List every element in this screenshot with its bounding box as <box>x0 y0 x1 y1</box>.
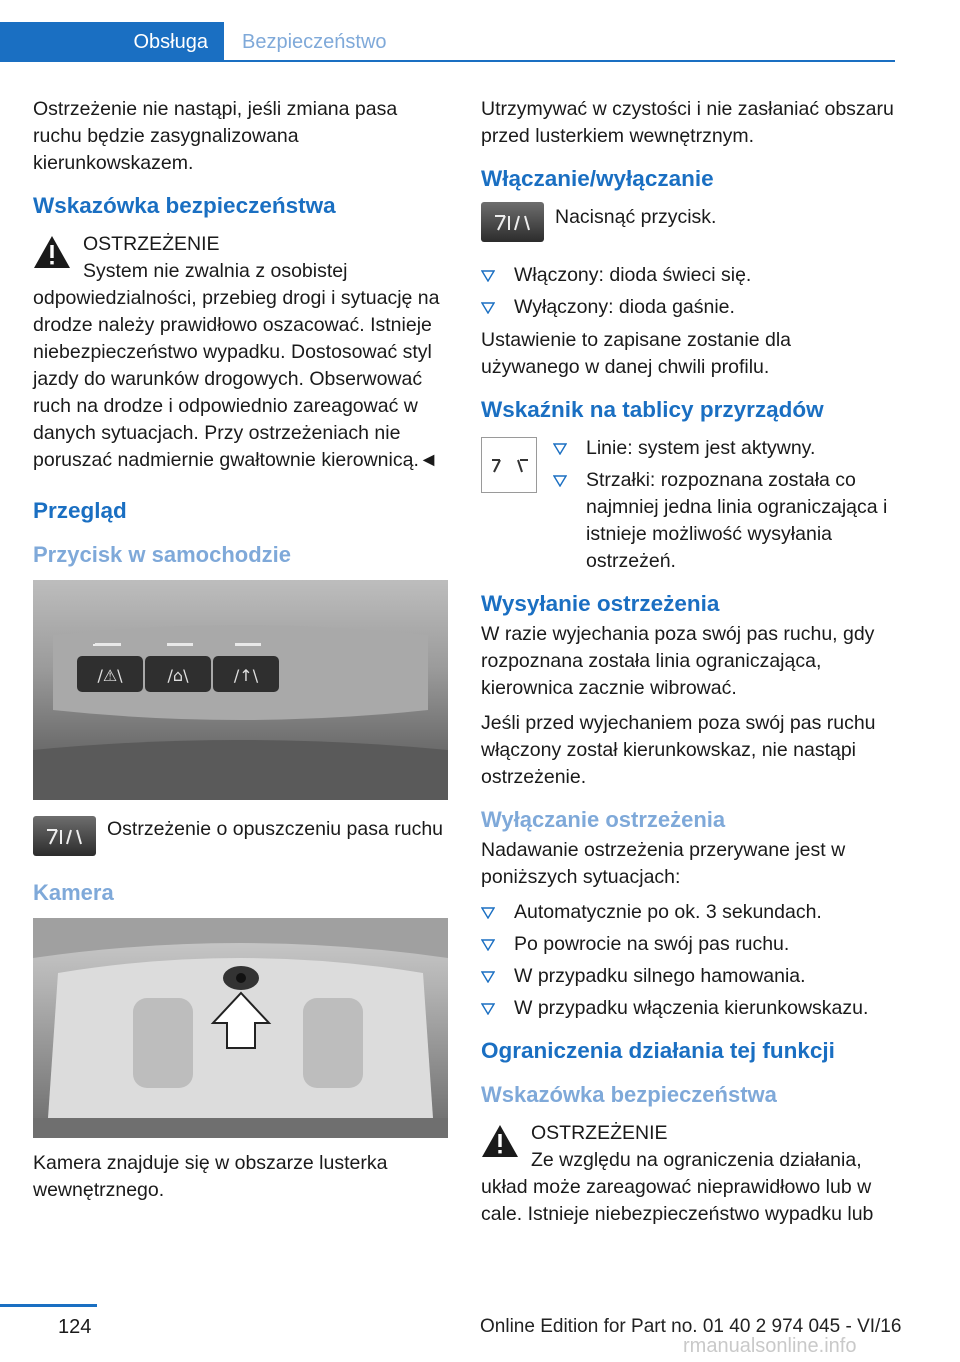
warning-text: System nie zwalnia z osobistej odpowiedzialności, przebieg drogi i sytuację na drodze należy prawidłowo oszacować. Istnieje niebezpieczeństwo wypadku. Dostosować styl jazdy do warunków drogowych. Obserwować ruch na drodze i odpowiednio zareagować w danych sytuacjach. Przy ostrzeżeniach nie poruszać nadmiernie gwałtownie kierownicą.◄ <box>33 260 440 471</box>
limits-heading: Ograniczenia działania tej funkcji <box>481 1038 835 1063</box>
safety-heading: Wskazówka bezpieczeństwa <box>33 193 336 218</box>
camera-photo <box>33 918 448 1138</box>
warning-triangle-icon <box>481 1124 519 1158</box>
sending-paragraph-1: W razie wyjechania poza swój pas ruchu, gdy rozpoznana została linia ograniczająca, kierownica zacznie wibrować. <box>481 623 875 699</box>
button-caption: Ostrzeżenie o opuszczeniu pasa ruchu <box>107 818 444 840</box>
sending-heading: Wysyłanie ostrzeżenia <box>481 591 720 616</box>
svg-text:/↑\: /↑\ <box>233 666 259 685</box>
warning-block <box>33 231 449 474</box>
page-number: 124 <box>58 1316 92 1338</box>
triangle-bullet-icon <box>553 475 567 487</box>
triangle-bullet-icon <box>481 907 495 919</box>
tab-obsluga-label: Obsługa <box>133 30 208 53</box>
triangle-bullet-icon <box>481 302 495 314</box>
onoff-note: Ustawienie to zapisane zostanie dla używanego w danej chwili profilu. <box>481 329 792 378</box>
warning-triangle-icon <box>33 235 71 269</box>
list-item: Automatycznie po ok. 3 sekundach. <box>481 899 895 926</box>
warning-text: Ze względu na ograniczenia działania, układ może zareagować nieprawidłowo lub w cale. Istnieje niebezpieczeństwo wypadku lub <box>481 1149 874 1225</box>
svg-text:/⚠\: /⚠\ <box>97 666 123 685</box>
intro-paragraph: Ostrzeżenie nie nastąpi, jeśli zmiana pasa ruchu będzie zasygnalizowana kierunkowskazem. <box>33 98 398 174</box>
lane-departure-button-icon[interactable] <box>481 202 544 242</box>
tab-obsluga[interactable] <box>0 22 224 62</box>
edition-note: Online Edition for Part no. 01 40 2 974 045 - VI/16 <box>480 1316 902 1337</box>
lane-indicator-icon <box>481 437 537 493</box>
onoff-heading: Włączanie/wyłączanie <box>481 166 714 191</box>
header-rule <box>0 60 895 62</box>
page-header <box>0 22 895 62</box>
car-buttons-photo <box>33 580 448 800</box>
tab-bezpieczenstwo[interactable] <box>242 22 387 62</box>
left-column <box>33 96 449 1212</box>
list-item: W przypadku silnego hamowania. <box>481 963 895 990</box>
list-item: W przypadku włączenia kierunkowskazu. <box>481 995 895 1022</box>
right-column <box>481 96 895 1234</box>
right-warning-block <box>481 1120 895 1228</box>
camera-caption: Kamera znajduje się w obszarze lusterka wewnętrznego. <box>33 1152 388 1201</box>
svg-text:/⌂\: /⌂\ <box>167 666 189 685</box>
disable-intro: Nadawanie ostrzeżenia przerywane jest w poniższych sytuacjach: <box>481 839 846 888</box>
indicator-list <box>481 435 895 575</box>
watermark: rmanualsonline.info <box>683 1335 857 1357</box>
disable-list <box>481 899 895 1022</box>
tab-bezpieczenstwo-label: Bezpieczeństwo <box>242 30 387 53</box>
right-safety-heading: Wskazówka bezpieczeństwa <box>481 1082 777 1107</box>
overview-heading: Przegląd <box>33 498 127 523</box>
triangle-bullet-icon <box>481 270 495 282</box>
list-item: Wyłączony: dioda gaśnie. <box>481 294 895 321</box>
button-heading: Przycisk w samochodzie <box>33 542 291 567</box>
footer-rule <box>0 1304 97 1307</box>
list-item: Linie: system jest aktywny. <box>553 435 895 462</box>
right-intro: Utrzymywać w czystości i nie zasłaniać obszaru przed lusterkiem wewnętrznym. <box>481 98 894 147</box>
triangle-bullet-icon <box>481 971 495 983</box>
indicator-heading: Wskaźnik na tablicy przyrządów <box>481 397 824 422</box>
lane-departure-button-icon[interactable] <box>33 816 96 856</box>
triangle-bullet-icon <box>481 1003 495 1015</box>
onoff-list <box>481 262 895 321</box>
disable-heading: Wyłączanie ostrzeżenia <box>481 807 726 832</box>
triangle-bullet-icon <box>481 939 495 951</box>
list-item: Strzałki: rozpoznana została co najmniej jedna linia ograniczająca i istnieje możliwość wysyłania ostrzeżeń. <box>553 467 895 575</box>
indicator-block <box>481 435 895 575</box>
button-caption-row <box>33 816 449 860</box>
list-item: Włączony: dioda świeci się. <box>481 262 895 289</box>
onoff-row <box>481 204 895 254</box>
list-item: Po powrocie na swój pas ruchu. <box>481 931 895 958</box>
onoff-caption: Nacisnąć przycisk. <box>555 206 717 228</box>
warning-label: OSTRZEŻENIE <box>531 1122 668 1144</box>
triangle-bullet-icon <box>553 443 567 455</box>
warning-label: OSTRZEŻENIE <box>83 233 220 255</box>
sending-paragraph-2: Jeśli przed wyjechaniem poza swój pas ruchu włączony został kierunkowskaz, nie nastąpi ostrzeżenie. <box>481 712 876 788</box>
camera-heading: Kamera <box>33 880 114 905</box>
